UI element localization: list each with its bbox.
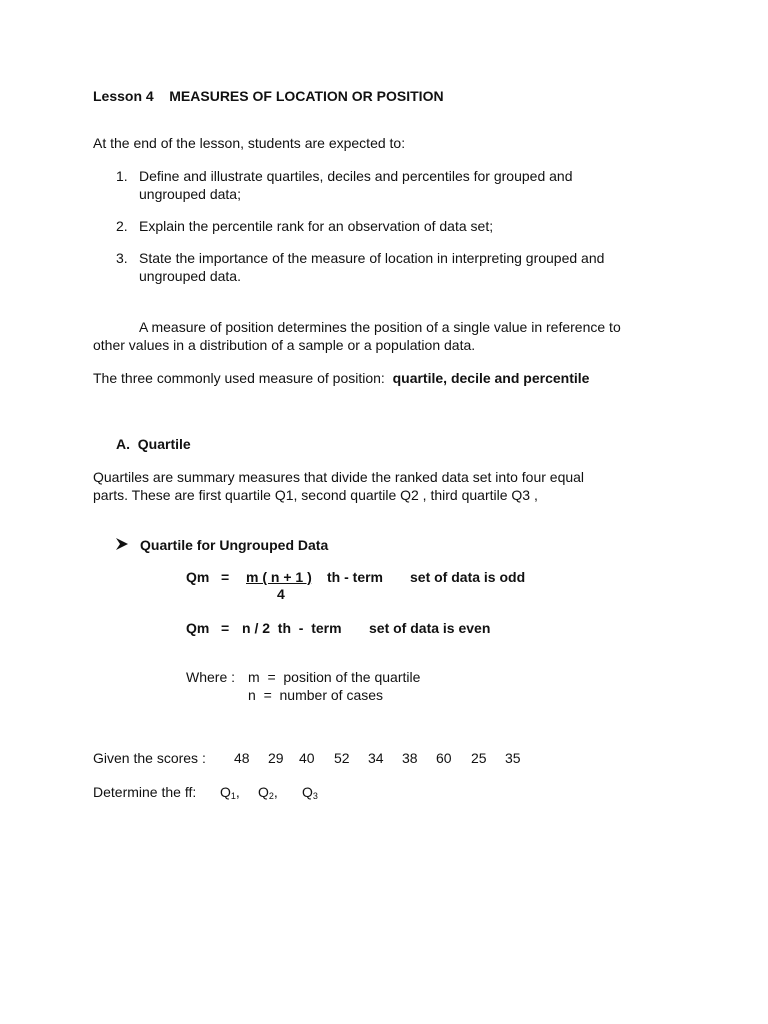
score-value: 35 (505, 750, 521, 766)
objective-number: 2. (116, 218, 128, 234)
intro-text: At the end of the lesson, students are expected to: (93, 135, 406, 151)
objective-text: State the importance of the measure of location in interpreting grouped and (139, 250, 605, 266)
formula-odd-numerator: m ( n + 1 ) (246, 569, 312, 585)
arrow-bullet-icon (115, 537, 129, 551)
common-measures (93, 369, 589, 387)
objective-number: 1. (116, 168, 128, 184)
score-value: 34 (368, 750, 384, 766)
score-value: 60 (436, 750, 452, 766)
formula-odd-denominator: 4 (277, 586, 285, 602)
objective-number: 3. (116, 250, 128, 266)
objective-text: ungrouped data; (139, 186, 241, 202)
common-measures-lead: The three commonly used measure of position: (93, 370, 385, 386)
score-value: 48 (234, 750, 250, 766)
score-value: 25 (471, 750, 487, 766)
lesson-number: Lesson 4 (93, 88, 154, 104)
score-value: 52 (334, 750, 350, 766)
formula-odd-equals: = (221, 569, 230, 585)
definition-line: other values in a distribution of a sample or a population data. (93, 337, 476, 353)
where-m-definition: m = position of the quartile (248, 669, 421, 685)
score-value: 40 (299, 750, 315, 766)
determine-label: Determine the ff: (93, 784, 197, 800)
lesson-title: MEASURES OF LOCATION OR POSITION (169, 88, 444, 104)
score-value: 29 (268, 750, 284, 766)
formula-odd-suffix: th - term (327, 569, 383, 585)
section-heading (116, 435, 191, 453)
objective-text: Explain the percentile rank for an observation of data set; (139, 218, 494, 234)
objective-text: ungrouped data. (139, 268, 241, 284)
formula-even-equals: = (221, 620, 230, 636)
formula-odd-condition: set of data is odd (410, 569, 526, 585)
quartile-q2: $Q_2$, (258, 784, 278, 801)
definition-line: A measure of position determines the position of a single value in reference to (139, 319, 621, 335)
formula-even-expression: n / 2 th - term (242, 620, 342, 636)
where-label: Where : (186, 669, 236, 685)
quartile-q1: $Q_1$, (220, 784, 240, 801)
bullet-title: Quartile for Ungrouped Data (140, 537, 329, 553)
quartile-definition-line: parts. These are first quartile Q1, second quartile Q2 , third quartile Q3 , (93, 487, 538, 503)
formula-even-condition: set of data is even (369, 620, 491, 636)
formula-odd-lhs: Qm (186, 569, 210, 585)
section-title: Quartile (137, 436, 191, 452)
formula-even-lhs: Qm (186, 620, 210, 636)
quartile-definition-line: Quartiles are summary measures that divide the ranked data set into four equal (93, 469, 585, 485)
quartile-q3: $Q_3$ (302, 784, 318, 801)
given-label: Given the scores : (93, 750, 206, 766)
objective-text: Define and illustrate quartiles, deciles and percentiles for grouped and (139, 168, 573, 184)
score-value: 38 (402, 750, 418, 766)
section-letter: A. (116, 436, 130, 452)
where-n-definition: n = number of cases (248, 687, 384, 703)
lesson-heading (93, 87, 444, 105)
common-measures-bold: quartile, decile and percentile (392, 370, 590, 386)
